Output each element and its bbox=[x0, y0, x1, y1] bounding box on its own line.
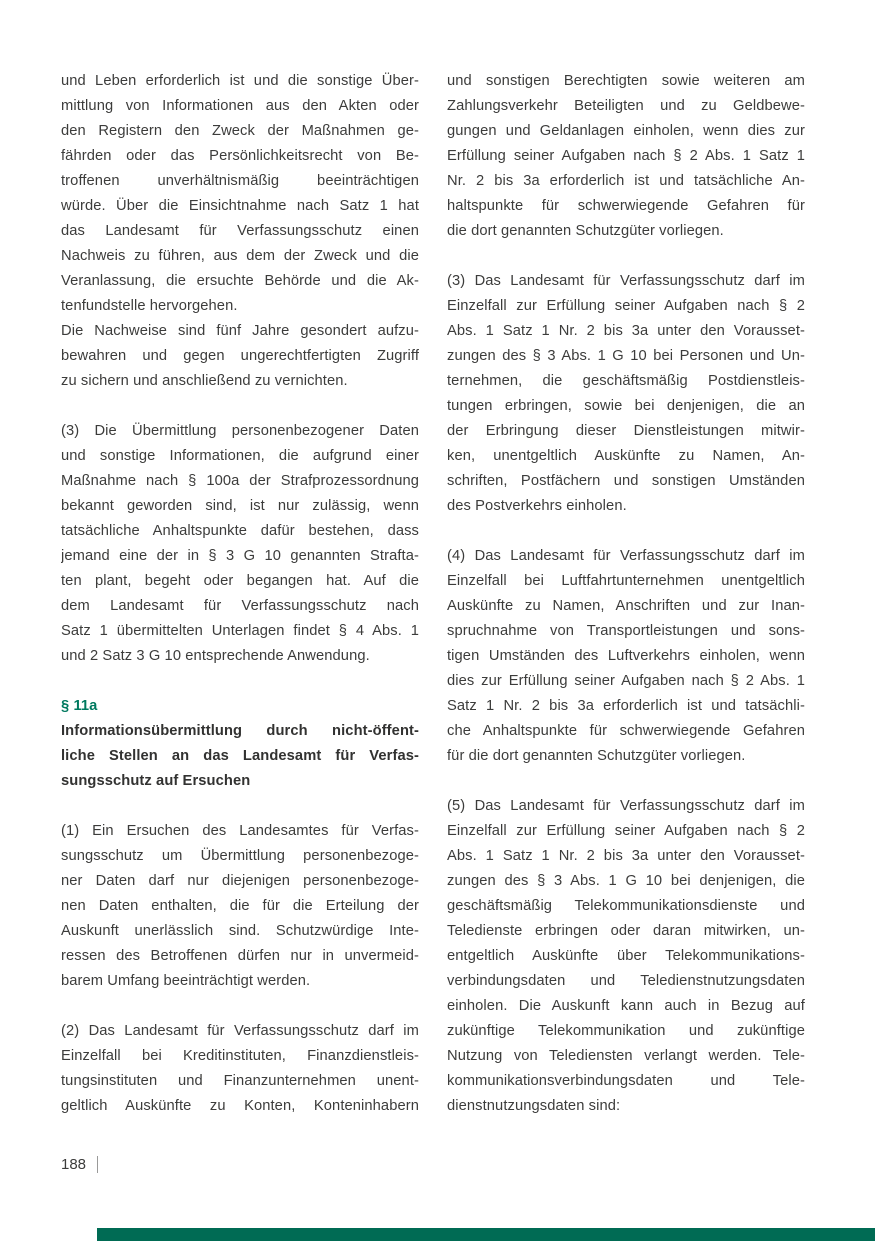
text-line: Nachweis zu führen, aus dem der Zweck und die bbox=[61, 248, 419, 264]
paragraph bbox=[447, 544, 805, 769]
text-line: (3) Die Übermittlung personenbezogener Daten bbox=[61, 423, 419, 439]
text-line: Einzelfall zur Erfüllung seiner Aufgaben nach § 2 bbox=[447, 298, 805, 314]
text-line: fährden oder das Persönlichkeitsrecht von Be- bbox=[61, 148, 419, 164]
text-line: Abs. 1 Satz 1 Nr. 2 bis 3a unter den Vorausset- bbox=[447, 323, 805, 339]
text-line: Maßnahme nach § 100a der Strafprozessordnung bbox=[61, 473, 419, 489]
paragraph bbox=[61, 69, 419, 319]
text-line: zungen des § 3 Abs. 1 G 10 bei Personen und Un- bbox=[447, 348, 805, 364]
text-line: sungsschutz um Übermittlung personenbezoge- bbox=[61, 848, 419, 864]
text-line: nen Daten enthalten, die für die Erteilung der bbox=[61, 898, 419, 914]
paragraph bbox=[61, 319, 419, 394]
text-line: barem Umfang beeinträchtigt werden. bbox=[61, 973, 311, 989]
text-line: che Anhaltspunkte für schwerwiegende Gefahren bbox=[447, 723, 805, 739]
text-line: Auskünfte zu Namen, Anschriften und zur Inan- bbox=[447, 598, 805, 614]
text-line: spruchnahme von Transportleistungen und sons- bbox=[447, 623, 805, 639]
text-line: ressen des Betroffenen dürfen nur in unvermeid- bbox=[61, 948, 419, 964]
text-line: die dort genannten Schutzgüter vorliegen. bbox=[447, 223, 724, 239]
text-line: und Leben erforderlich ist und die sonstige Über- bbox=[61, 73, 419, 89]
text-line: kommunikationsverbindungsdaten und Tele- bbox=[447, 1073, 805, 1089]
text-line: den Registern den Zweck der Maßnahmen ge- bbox=[61, 123, 419, 139]
paragraph bbox=[447, 794, 805, 1119]
text-line: ten plant, begeht oder begangen hat. Auf die bbox=[61, 573, 419, 589]
text-line: Erfüllung seiner Aufgaben nach § 2 Abs. 1 Satz 1 bbox=[447, 148, 805, 164]
paragraph bbox=[61, 1019, 419, 1119]
text-line: Satz 1 übermittelten Unterlagen findet § 4 Abs. 1 bbox=[61, 623, 419, 639]
text-column-left bbox=[61, 69, 419, 1119]
text-line: des Postverkehrs einholen. bbox=[447, 498, 627, 514]
text-line: dies zur Erfüllung seiner Aufgaben nach § 2 Abs. 1 bbox=[447, 673, 805, 689]
text-line: ken, unentgeltlich Auskünfte zu Namen, An- bbox=[447, 448, 805, 464]
text-line: Veranlassung, die ersuchte Behörde und die Ak- bbox=[61, 273, 419, 289]
text-line: Einzelfall zur Erfüllung seiner Aufgaben nach § 2 bbox=[447, 823, 805, 839]
paragraph bbox=[447, 269, 805, 519]
text-line: bekannt geworden sind, ist nur zulässig, wenn bbox=[61, 498, 419, 514]
text-line: Teledienste erbringen oder daran mitwirken, un- bbox=[447, 923, 805, 939]
text-line: Die Nachweise sind fünf Jahre gesondert aufzu- bbox=[61, 323, 419, 339]
page-footer bbox=[61, 1156, 98, 1173]
text-line: Einzelfall bei Kreditinstituten, Finanzdienstleis- bbox=[61, 1048, 419, 1064]
text-line: schriften, Postfächern und sonstigen Umständen bbox=[447, 473, 805, 489]
section-title bbox=[61, 719, 419, 794]
text-line: Einzelfall bei Luftfahrtunternehmen unentgeltlich bbox=[447, 573, 805, 589]
text-column-right bbox=[447, 69, 805, 1119]
text-line: § 11a bbox=[61, 698, 98, 714]
text-line: tatsächliche Anhaltspunkte dafür bestehen, dass bbox=[61, 523, 419, 539]
text-line: tenfundstelle hervorgehen. bbox=[61, 298, 238, 314]
text-line: ner Daten darf nur diejenigen personenbezoge- bbox=[61, 873, 419, 889]
text-line: das Landesamt für Verfassungsschutz einen bbox=[61, 223, 419, 239]
text-line: sungsschutz auf Ersuchen bbox=[61, 773, 251, 789]
text-line: Nutzung von Telediensten verlangt werden. Tele- bbox=[447, 1048, 805, 1064]
paragraph bbox=[447, 69, 805, 244]
text-line: für die dort genannten Schutzgüter vorliegen. bbox=[447, 748, 746, 764]
text-line: Auskunft unerlässlich sind. Schutzwürdige Inte- bbox=[61, 923, 419, 939]
text-line: Nr. 2 bis 3a erforderlich ist und tatsächliche An- bbox=[447, 173, 805, 189]
text-line: dienstnutzungsdaten sind: bbox=[447, 1098, 621, 1114]
text-line: Abs. 1 Satz 1 Nr. 2 bis 3a unter den Vorausset- bbox=[447, 848, 805, 864]
paragraph bbox=[61, 419, 419, 669]
text-line: haltspunkte für schwerwiegende Gefahren für bbox=[447, 198, 805, 214]
text-line: und sonstige Informationen, die aufgrund einer bbox=[61, 448, 419, 464]
text-line: einholen. Die Auskunft kann auch in Bezug auf bbox=[447, 998, 805, 1014]
bottom-accent-bar bbox=[97, 1228, 875, 1241]
text-line: dem Landesamt für Verfassungsschutz nach bbox=[61, 598, 419, 614]
text-line: verbindungsdaten und Teledienstnutzungsdaten bbox=[447, 973, 805, 989]
text-line: geschäftsmäßig Telekommunikationsdienste und bbox=[447, 898, 805, 914]
text-line: der Erbringung dieser Dienstleistungen mitwir- bbox=[447, 423, 805, 439]
text-line: und sonstigen Berechtigten sowie weiteren am bbox=[447, 73, 805, 89]
footer-divider bbox=[97, 1156, 98, 1173]
text-line: zu sichern und anschließend zu vernichten. bbox=[61, 373, 348, 389]
text-line: (5) Das Landesamt für Verfassungsschutz darf im bbox=[447, 798, 805, 814]
text-line: würde. Über die Einsichtnahme nach Satz 1 hat bbox=[61, 198, 419, 214]
text-line: (3) Das Landesamt für Verfassungsschutz darf im bbox=[447, 273, 805, 289]
text-line: tigen Umständen des Luftverkehrs einholen, wenn bbox=[447, 648, 805, 664]
text-line: (1) Ein Ersuchen des Landesamtes für Verfas- bbox=[61, 823, 419, 839]
text-line: geltlich Auskünfte zu Konten, Konteninhabern bbox=[61, 1098, 419, 1114]
text-line: tungen erbringen, sowie bei denjenigen, die an bbox=[447, 398, 805, 414]
text-line: mittlung von Informationen aus den Akten oder bbox=[61, 98, 419, 114]
page-number: 188 bbox=[61, 1156, 87, 1173]
text-line: zungen des § 3 Abs. 1 G 10 bei denjenigen, die bbox=[447, 873, 805, 889]
text-line: und 2 Satz 3 G 10 entsprechende Anwendung. bbox=[61, 648, 370, 664]
text-line: (4) Das Landesamt für Verfassungsschutz darf im bbox=[447, 548, 805, 564]
paragraph bbox=[61, 819, 419, 994]
section-heading bbox=[61, 694, 419, 719]
text-line: troffenen unverhältnismäßig beeinträchtigen bbox=[61, 173, 419, 189]
text-line: Zahlungsverkehr Beteiligten und zu Geldbewe- bbox=[447, 98, 805, 114]
text-line: bewahren und gegen ungerechtfertigten Zugriff bbox=[61, 348, 419, 364]
text-line: Informationsübermittlung durch nicht-öffent- bbox=[61, 723, 419, 739]
text-line: gungen und Geldanlagen einholen, wenn dies zur bbox=[447, 123, 805, 139]
text-line: zukünftige Telekommunikation und zukünftige bbox=[447, 1023, 805, 1039]
text-line: ternehmen, die geschäftsmäßig Postdienstleis- bbox=[447, 373, 805, 389]
text-line: jemand eine der in § 3 G 10 genannten Strafta- bbox=[61, 548, 419, 564]
text-line: tungsinstituten und Finanzunternehmen unent- bbox=[61, 1073, 419, 1089]
text-line: Satz 1 Nr. 2 bis 3a erforderlich ist und tatsächli- bbox=[447, 698, 805, 714]
text-line: liche Stellen an das Landesamt für Verfas- bbox=[61, 748, 419, 764]
text-line: entgeltlich Auskünfte über Telekommunikations- bbox=[447, 948, 805, 964]
text-line: (2) Das Landesamt für Verfassungsschutz darf im bbox=[61, 1023, 419, 1039]
